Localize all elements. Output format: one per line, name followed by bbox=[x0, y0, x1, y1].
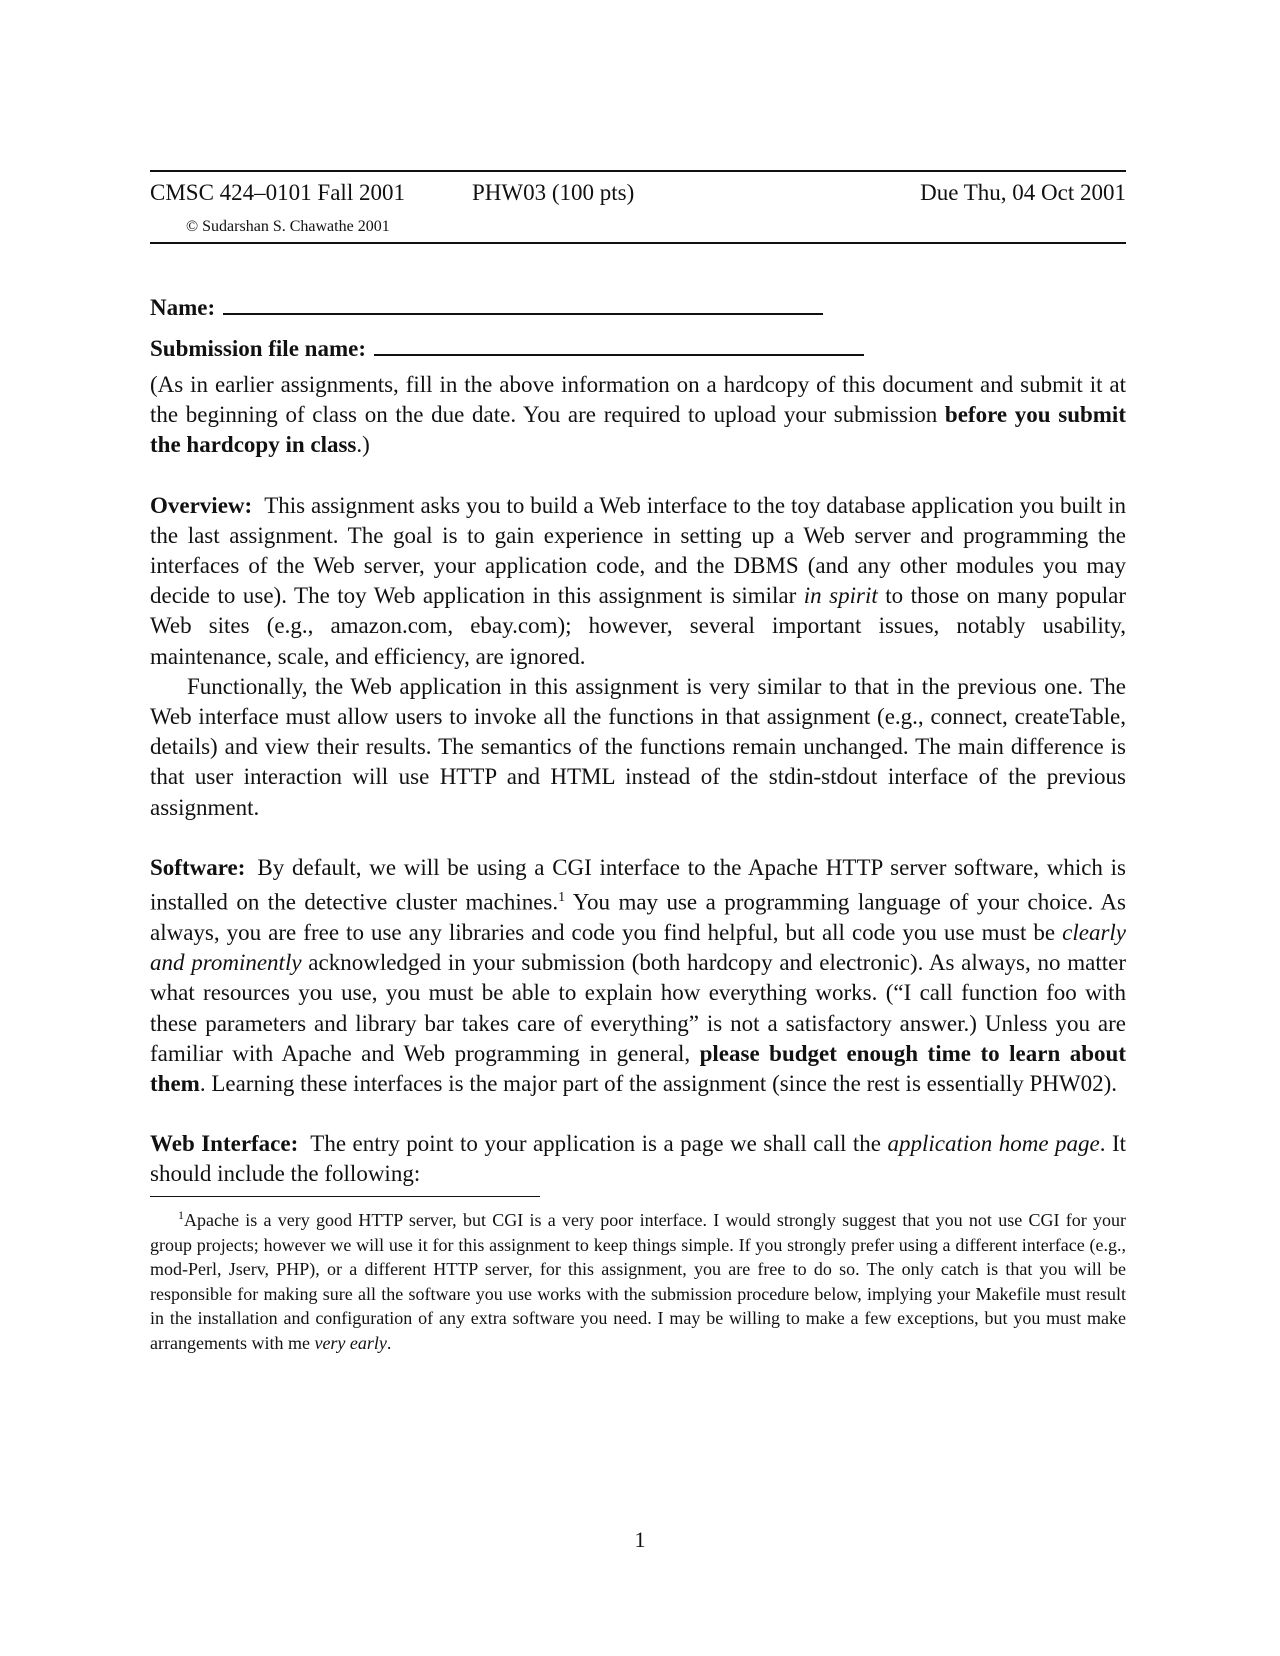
document-header bbox=[150, 172, 1126, 242]
footnote: $^1$Apache is a very good HTTP server, but CGI is a very poor interface. I would strongly suggest that you not use CGI for your group projects; however we will use it for this assignment to keep things simple. If you strongly prefer using a different interface (e.g., mod-Perl, Jserv, PHP), or a different HTTP server, for this assignment, you are free to do so. The only catch is that you will be responsible for making sure all the software you use works with the submission procedure below, implying your Makefile must result in the installation and configuration of any extra software you need. I may be willing to make a few exceptions, but you must make arrangements with me very early. bbox=[150, 1208, 1126, 1353]
overview-paragraph-1: Overview: This assignment asks you to build a Web interface to the toy database application you built in the last assignment. The goal is to gain experience in setting up a Web server and programming the interfaces of the Web server, your application code, and the DBMS (and any other modules you may decide to use). The toy Web application in this assignment is similar in spirit to those on many popular Web sites (e.g., amazon.com, ebay.com); however, several important issues, notably usability, maintenance, scale, and efficiency, are ignored. bbox=[150, 492, 1127, 669]
web-interface-heading: Web Interface: bbox=[150, 1131, 299, 1157]
software-italic: clearly and prominently bbox=[150, 919, 1126, 976]
footnote-marker[interactable]: 1 bbox=[558, 890, 566, 906]
software-heading: Software: bbox=[150, 854, 246, 880]
assignment-label: PHW03 (100 pts) bbox=[472, 180, 635, 205]
overview-italic: in spirit bbox=[803, 583, 878, 609]
footnote-mark: 1 bbox=[178, 1208, 184, 1223]
software-paragraph: Software: By default, we will be using a CGI interface to the Apache HTTP server software, which is installed on the detective cluster machines.$^1$ You may use a programming language of your choice. As always, you are free to use any libraries and code you find helpful, but all code you use must be clearly and prominently acknowledged in your submission (both hardcopy and electronic). As always, no matter what resources you use, you must be able to explain how everything works. (“I call function foo with these parameters and library bar takes care of everything” is not a satisfactory answer.) Unless you are familiar with Apache and Web programming in general, please budget enough time to learn about them. Learning these interfaces is the major part of the assignment (since the rest is essentially PHW02). bbox=[150, 854, 1127, 1096]
intro-paragraph: (As in earlier assignments, fill in the above information on a hardcopy of this document and submit it at the beginning of class on the due date. You are required to upload your submission before you submit the hardcopy in class.) bbox=[150, 372, 1126, 458]
due-date: Due Thu, 04 Oct 2001 bbox=[920, 180, 1126, 205]
submission-file-label: Submission file name: bbox=[150, 336, 366, 361]
page-number: 1 bbox=[634, 1527, 646, 1552]
name-field bbox=[150, 288, 1126, 329]
submission-file-blank-line[interactable] bbox=[374, 334, 864, 356]
web-interface-paragraph: Web Interface: The entry point to your application is a page we shall call the application home page. It should include the following: bbox=[150, 1131, 1126, 1187]
name-blank-line[interactable] bbox=[223, 293, 823, 315]
overview-paragraph-2: Functionally, the Web application in this assignment is very similar to that in the previous one. The Web interface must allow users to invoke all the functions in that assignment (e.g., connect, createTable, details) and view their results. The semantics of the functions remain unchanged. The main difference is that user interaction will use HTTP and HTML instead of the stdin-stdout interface of the previous assignment. bbox=[150, 673, 1126, 820]
submission-file-field bbox=[150, 329, 1126, 370]
course-label: CMSC 424–0101 Fall 2001 bbox=[150, 180, 405, 205]
document-page bbox=[150, 170, 1126, 1356]
intro-bold: before you submit the hardcopy in class bbox=[150, 402, 1126, 458]
overview-heading: Overview: bbox=[150, 492, 253, 518]
footnote-rule bbox=[150, 1196, 540, 1198]
web-interface-italic: application home page bbox=[887, 1131, 1100, 1157]
footnote-italic: very early bbox=[314, 1333, 387, 1353]
copyright-line: © Sudarshan S. Chawathe 2001 bbox=[186, 218, 390, 235]
name-label: Name: bbox=[150, 295, 216, 320]
software-bold: please budget enough time to learn about them bbox=[150, 1040, 1126, 1096]
